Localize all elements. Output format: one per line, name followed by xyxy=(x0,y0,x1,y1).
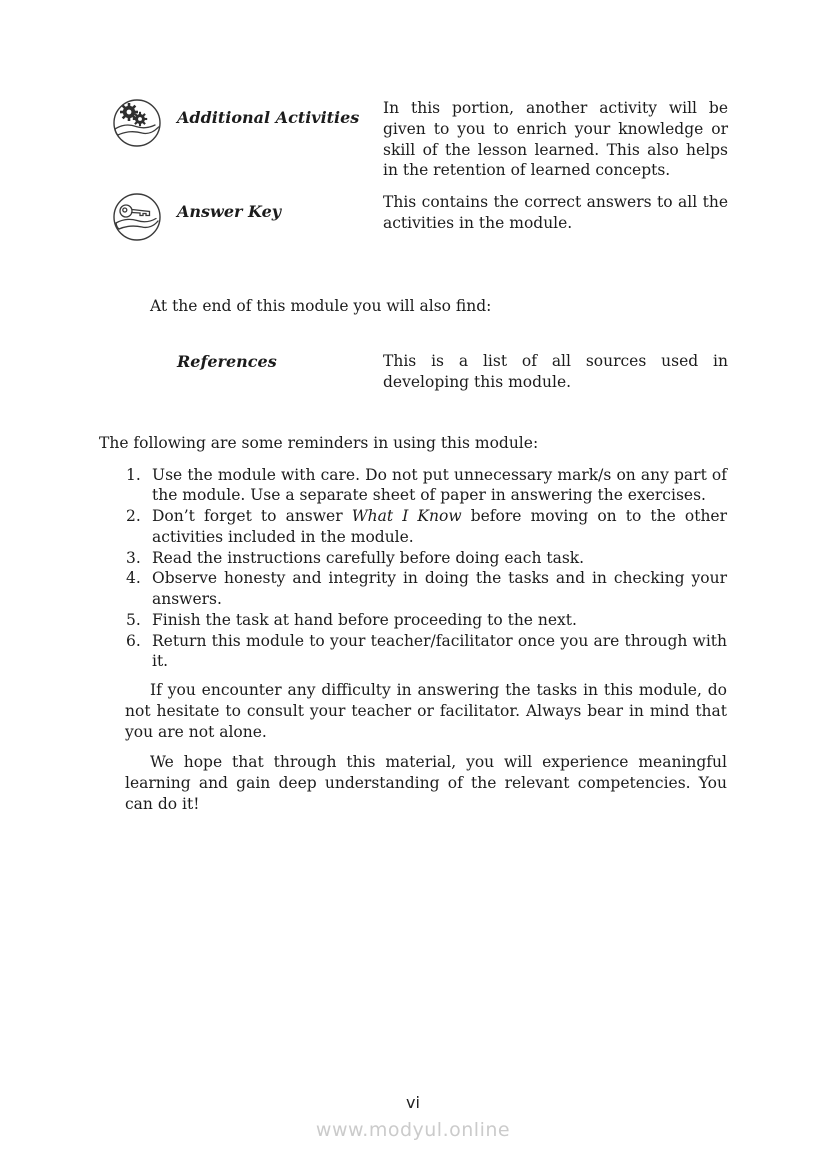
list-item-text xyxy=(152,610,727,631)
list-item xyxy=(99,568,727,610)
list-item-text-before: Finish the task at hand before proceeding to the next. xyxy=(152,610,577,629)
list-item xyxy=(99,465,727,507)
section-desc-references: This is a list of all sources used in developing this module. xyxy=(383,351,728,391)
reminders-list xyxy=(99,465,727,673)
list-item-text-before: Use the module with care. Do not put unnecessary mark/s on any part of the module. Use a separate sheet of paper in answering the exercises. xyxy=(152,465,727,505)
list-item-text xyxy=(152,465,727,507)
closing-paragraph: If you encounter any difficulty in answering the tasks in this module, do not hesitate to consult your teacher or facilitator. Always bear in mind that you are not alone. xyxy=(125,681,727,741)
list-item-number: 6. xyxy=(126,631,141,650)
list-item-text xyxy=(152,506,727,548)
reminders-intro: The following are some reminders in using this module: xyxy=(99,433,539,452)
list-item-text-before: Return this module to your teacher/facilitator once you are through with it. xyxy=(152,631,727,671)
list-item-number: 5. xyxy=(126,610,141,629)
section-label-references: References xyxy=(177,351,277,371)
section-label-additional-activities: Additional Activities xyxy=(177,108,360,127)
list-item xyxy=(99,506,727,548)
section-row-additional-activities xyxy=(99,98,727,188)
page-number: vi xyxy=(406,1093,420,1112)
list-item-text-italic: What I Know xyxy=(351,507,462,526)
closing-paragraph: We hope that through this material, you will experience meaningful learning and gain deep understanding of the relevant competencies. You can do it! xyxy=(125,753,727,814)
list-item-number: 3. xyxy=(126,548,141,567)
section-label-answer-key: Answer Key xyxy=(177,202,282,221)
section-desc-answer-key: This contains the correct answers to all the activities in the module. xyxy=(383,193,728,232)
list-item-text-before: Observe honesty and integrity in doing the tasks and in checking your answers. xyxy=(152,569,727,609)
list-item-text xyxy=(152,631,727,673)
list-item xyxy=(99,610,727,631)
references-icon-spacer xyxy=(99,351,177,393)
section-row-references xyxy=(99,351,727,393)
page-content xyxy=(0,98,826,815)
section-row-answer-key xyxy=(99,192,727,252)
hand-key-icon xyxy=(99,192,177,242)
list-item-text-before: Read the instructions carefully before doing each task. xyxy=(152,548,585,567)
mid-sentence: At the end of this module you will also find: xyxy=(150,297,492,315)
section-desc-additional-activities: In this portion, another activity will be given to you to enrich your knowledge or skill of the lesson learned. This also helps in the retention of learned concepts. xyxy=(383,99,728,180)
list-item-text-before: Don’t forget to answer xyxy=(152,507,352,526)
list-item xyxy=(99,631,727,673)
list-item xyxy=(99,548,727,569)
list-item-text xyxy=(152,548,727,569)
list-item-text-after: before moving on to the other activities included in the module. xyxy=(152,507,728,546)
hand-gears-icon xyxy=(99,98,177,148)
list-item-number: 1. xyxy=(126,465,141,484)
list-item-number: 2. xyxy=(126,507,141,526)
list-item-text xyxy=(152,568,727,610)
list-item-number: 4. xyxy=(126,569,141,588)
page-footer xyxy=(0,1092,826,1144)
watermark-text: www.modyul.online xyxy=(315,1119,511,1142)
